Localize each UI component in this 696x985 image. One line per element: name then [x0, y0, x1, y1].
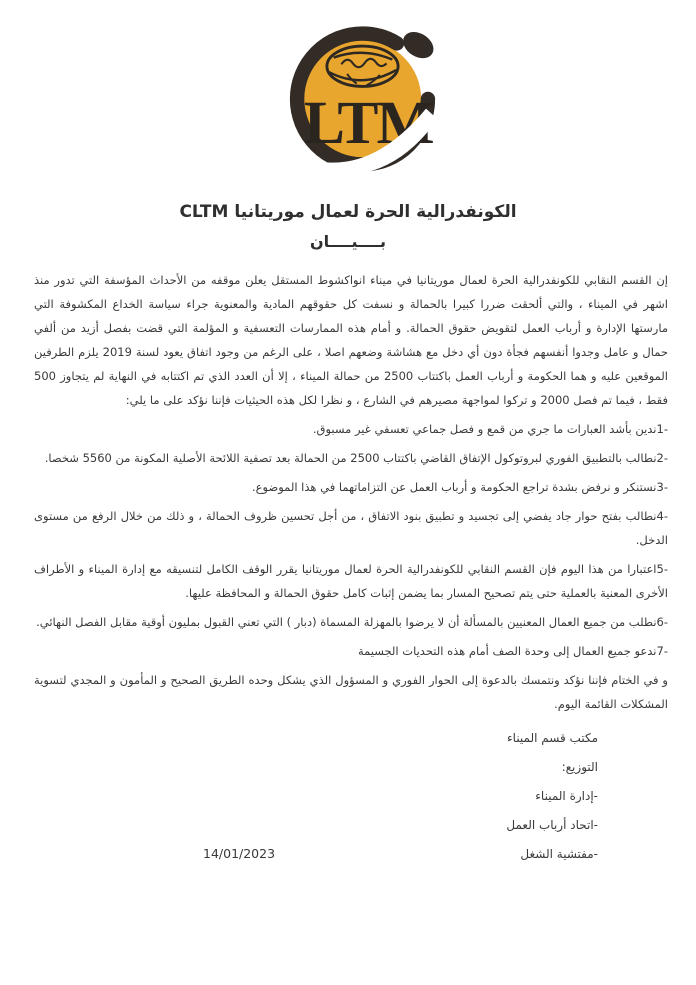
footer-last-row [34, 842, 668, 866]
intro-paragraph: إن القسم النقابي للكونفدرالية الحرة لعمال موريتانيا في ميناء انواكشوط المستقل يعلن موقفه من الأحداث المؤسفة التي تدور منذ اشهر في الميناء ، والتي ألحقت ضررا كبيرا بالحمالة و نسفت كل حقوقهم المادية والمعنوية جراء سياسة الخداع المكشوفة التي مارستها الإدارة و أرباب العمل لتقويض حقوق الحمالة. و أمام هذه الممارسات التعسفية و المؤلمة التي قضت بفصل أزيد من ألفي حمال و عامل وجدوا أنفسهم فجأة دون أي دخل مع هشاشة وضعهم اصلا ، على الرغم من وجود اتفاق يعود لسنة 2019 يلزم الطرفين الموقعين عليه و هما الحكومة و أرباب العمل باكتتاب 2500 من حمالة الميناء ، إلا أن العدد الذي تم اكتتابه في النهاية لم يتجاوز 500 فقط ، فيما تم فصل 2000 و تركوا لمواجهة مصيرهم في الشارع ، و نظرا لكل هذه الحيثيات فإننا نؤكد على ما يلي: [34, 273, 669, 407]
point-6: -6نطلب من جميع العمال المعنيين بالمسألة أن لا يرضوا بالمهزلة المسماة (دبار ) التي تعني القبول بمليون أوقية مقابل الفصل النهائي. [36, 615, 668, 629]
distribution-item-employers-union: -اتحاد أرباب العمل [506, 818, 598, 832]
point-3: -3نستنكر و نرفض بشدة تراجع الحكومة و أرباب العمل عن التزاماتهما في هذا الموضوع. [252, 480, 668, 494]
logo-letters: LTM [303, 89, 433, 158]
point-1: -1ندين بأشد العبارات ما جري من قمع و فصل جماعي تعسفي غير مسبوق. [312, 422, 668, 436]
point-7: -7ندعو جميع العمال إلى وحدة الصف أمام هذه التحديات الجسيمة [357, 644, 668, 658]
closing-paragraph: و في الختام فإننا نؤكد ونتمسك بالدعوة إلى الحوار الفوري و المسؤول الذي يشكل وحده الطريق الصحيح و المأمون و المجدي لتسوية المشكلات القائمة اليوم. [34, 673, 668, 711]
document-date: 14/01/2023 [203, 846, 276, 861]
document-title: الكونفدرالية الحرة لعمال موريتانيا CLTM [179, 202, 517, 222]
distribution-item-port-administration: -إدارة الميناء [535, 789, 598, 803]
document-footer [0, 726, 696, 866]
point-5: -5اعتبارا من هذا اليوم فإن القسم النقابي للكونفدرالية الحرة لعمال موريتانيا يقرر الوقف الكامل لتنسيقه مع إدارة الميناء و الأطراف الأخرى المعنية بالعملية حتى يتم تصحيح المسار بما يضمن إثبات كامل حقوق الحمالة و المحافظة عليها. [34, 562, 668, 600]
point-2: -2نطالب بالتطبيق الفوري لبروتوكول الإتفاق القاضي باكتتاب 2500 من الحمالة بعد تصفية اللائحة الأصلية المكونة من 5560 شخصا. [44, 451, 668, 465]
cltm-logo-image [264, 22, 461, 174]
document-subtitle: بــــيــــان [310, 232, 386, 251]
distribution-item-labor-inspectorate: -مفتشية الشغل [520, 847, 598, 861]
distribution-heading: التوزيع: [561, 760, 598, 774]
point-4: -4نطالب بفتح حوار جاد يفضي إلى تجسيد و تطبيق بنود الاتفاق ، من أجل تحسين ظروف الحمالة ، و ذلك من خلال الرفع من مستوى الدخل. [34, 509, 668, 547]
document-body [0, 268, 696, 716]
signature: مكتب قسم الميناء [507, 731, 598, 745]
cltm-logo [264, 22, 461, 174]
